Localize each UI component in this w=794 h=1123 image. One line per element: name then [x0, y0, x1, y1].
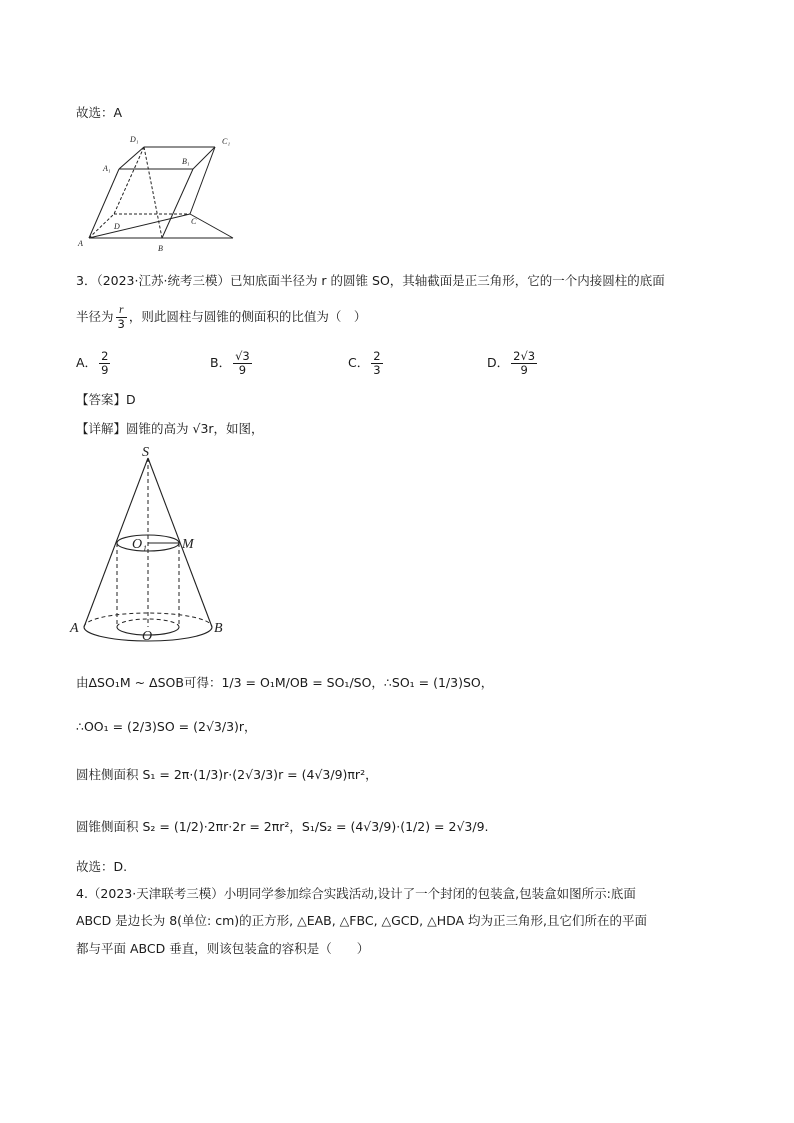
q3-stem-fraction: [116, 304, 127, 331]
option-d[interactable]: [487, 346, 539, 380]
option-a-letter: A．: [76, 355, 98, 370]
q3-step1: 由ΔSO₁M ~ ΔSOB可得：1/3 = O₁M/OB = SO₁/SO，∴SO₁ = (1/3)SO，: [76, 675, 494, 690]
cone-label-b: B: [214, 621, 223, 636]
q3-frac-num: r: [116, 304, 127, 318]
q3-stem-line1: 3．（2023·江苏·统考三模）已知底面半径为 r 的圆锥 SO，其轴截面是正三角形，它的一个内接圆柱的底面: [76, 273, 665, 288]
option-c[interactable]: [348, 346, 385, 380]
q3-detail: 【详解】圆锥的高为 √3r，如图，: [76, 421, 264, 436]
cone-diagram: [68, 444, 238, 644]
cone-label-s: S: [142, 445, 149, 460]
cone-label-a: A: [70, 621, 79, 636]
q3-stem-line2: [76, 300, 366, 334]
q3-stem-post: ，则此圆柱与圆锥的侧面积的比值为（ ）: [128, 309, 367, 324]
q3-stem-pre: 半径为: [76, 309, 114, 324]
option-b-letter: B．: [210, 355, 232, 370]
option-c-num: 2: [373, 349, 381, 363]
label-a: A: [78, 239, 83, 248]
q4-stem-line2: ABCD 是边长为 8(单位: cm)的正方形, △EAB, △FBC, △GCD, △HDA 均为正三角形,且它们所在的平面: [76, 913, 648, 928]
option-a-num: 2: [101, 349, 109, 363]
cone-label-m: M: [182, 537, 194, 552]
q3-conclusion: 故选：D.: [76, 859, 128, 874]
label-b1: B₁: [182, 157, 190, 166]
option-d-letter: D．: [487, 355, 510, 370]
prism-diagram: [72, 132, 242, 252]
option-b-num: √3: [235, 349, 250, 363]
q3-step4: 圆锥侧面积 S₂ = (1/2)·2πr·2r = 2πr²，S₁/S₂ = (4√3/9)·(1/2) = 2√3/9.: [76, 819, 489, 834]
option-d-num: 2√3: [513, 349, 536, 363]
option-a-den: 9: [101, 363, 109, 377]
label-d1: D₁: [130, 135, 139, 144]
q2-conclusion: 故选：A: [76, 105, 123, 120]
option-c-letter: C．: [348, 355, 370, 370]
option-c-den: 3: [373, 363, 381, 377]
q4-stem-line1: 4.（2023·天津联考三模）小明同学参加综合实践活动,设计了一个封闭的包装盒,包装盒如图所示:底面: [76, 886, 636, 901]
option-a[interactable]: [76, 346, 112, 380]
q4-stem-line3: 都与平面 ABCD 垂直，则该包装盒的容积是（ ）: [76, 941, 370, 956]
label-c1: C₁: [222, 137, 231, 146]
q3-answer: 【答案】D: [76, 392, 136, 407]
q3-frac-den: 3: [117, 317, 125, 331]
label-a1: A₁: [103, 164, 111, 173]
cone-label-o1: O₁: [132, 537, 147, 552]
label-d: D: [114, 222, 120, 231]
label-b: B: [158, 244, 163, 252]
q3-step3: 圆柱侧面积 S₁ = 2π·(1/3)r·(2√3/3)r = (4√3/9)πr²，: [76, 767, 378, 782]
q3-step2: ∴OO₁ = (2/3)SO = (2√3/3)r，: [76, 719, 257, 734]
cone-label-o: O: [142, 629, 153, 644]
label-c: C: [191, 217, 197, 226]
option-b[interactable]: [210, 346, 254, 380]
option-b-den: 9: [238, 363, 247, 377]
option-d-den: 9: [520, 363, 528, 377]
